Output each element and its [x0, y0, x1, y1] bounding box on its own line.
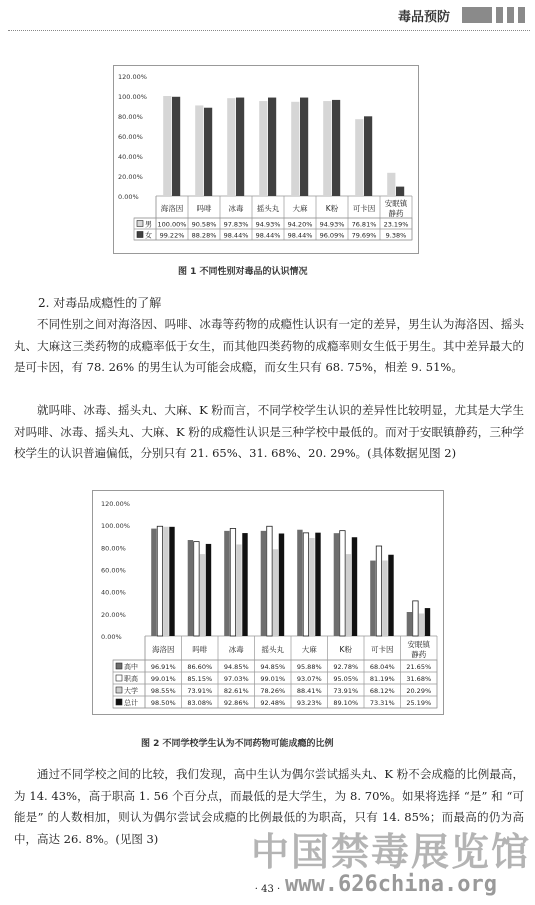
- section-heading: 2. 对毒品成瘾性的了解: [38, 296, 162, 310]
- bar: [315, 533, 320, 636]
- data-label: 88.41%: [296, 687, 322, 695]
- bar: [387, 173, 395, 196]
- category-label: 静药: [411, 650, 427, 659]
- data-label: 99.22%: [159, 231, 185, 240]
- bar: [297, 530, 302, 636]
- bar: [291, 102, 299, 196]
- bar: [396, 187, 404, 196]
- data-label: 92.86%: [223, 699, 249, 707]
- bar: [242, 533, 247, 636]
- bar: [236, 544, 241, 636]
- data-label: 86.60%: [187, 663, 213, 671]
- y-tick-label: 40.00%: [118, 153, 143, 161]
- data-label: 99.01%: [260, 675, 286, 683]
- legend-key: [137, 221, 143, 227]
- data-label: 99.01%: [150, 675, 176, 683]
- bar: [352, 537, 357, 636]
- data-label: 98.44%: [223, 231, 249, 240]
- bar: [230, 528, 235, 636]
- bar: [413, 601, 418, 636]
- legend-key: [116, 675, 122, 681]
- bar: [267, 526, 272, 636]
- watermark: [251, 821, 531, 897]
- watermark-line-2: www.626china.org: [285, 872, 497, 897]
- paragraph-1: [14, 314, 524, 379]
- bar: [188, 540, 193, 636]
- bar: [157, 526, 162, 636]
- data-label: 82.61%: [223, 687, 249, 695]
- bar: [425, 608, 430, 636]
- bar: [261, 531, 266, 636]
- bar: [388, 555, 393, 636]
- data-label: 98.44%: [255, 231, 281, 240]
- data-label: 73.91%: [333, 687, 359, 695]
- y-tick-label: 100.00%: [101, 522, 130, 531]
- data-label: 97.03%: [223, 675, 249, 683]
- data-label: 94.20%: [287, 220, 313, 229]
- bar: [364, 116, 372, 196]
- data-label: 79.69%: [351, 231, 377, 240]
- legend-label: 男: [145, 220, 152, 229]
- category-label: 大麻: [301, 645, 317, 654]
- y-tick-label: 80.00%: [118, 113, 143, 121]
- data-label: 93.07%: [296, 675, 322, 683]
- category-label: 冰毒: [228, 645, 244, 654]
- category-label: 可卡因: [371, 645, 394, 654]
- y-tick-label: 0.00%: [118, 193, 139, 201]
- bar: [303, 533, 308, 636]
- figure-2-chart: [92, 490, 444, 715]
- data-label: 81.19%: [369, 675, 395, 683]
- legend-key: [116, 663, 122, 669]
- category-label: 静药: [388, 209, 404, 218]
- y-tick-label: 60.00%: [101, 566, 126, 575]
- bar: [194, 542, 199, 636]
- data-label: 98.55%: [150, 687, 176, 695]
- category-label: 摇头丸: [256, 204, 280, 213]
- category-label: 大麻: [292, 204, 308, 213]
- legend-key: [137, 232, 143, 238]
- data-label: 21.65%: [406, 663, 432, 671]
- figure-2-caption: 图 2 不同学校学生认为不同药物可能成瘾的比例: [141, 739, 334, 749]
- category-label: 吗啡: [192, 645, 208, 654]
- bar: [204, 108, 212, 196]
- category-label: 冰毒: [228, 204, 244, 213]
- bar: [227, 98, 235, 196]
- category-label: 安眠镇: [407, 640, 430, 649]
- legend-key: [116, 699, 122, 705]
- bar: [370, 561, 375, 636]
- bar: [172, 97, 180, 196]
- bar: [268, 98, 276, 196]
- paragraph-2: [14, 400, 524, 465]
- legend-label: 女: [145, 231, 152, 240]
- data-label: 20.29%: [406, 687, 432, 695]
- data-label: 94.85%: [223, 663, 249, 671]
- data-label: 98.44%: [287, 231, 313, 240]
- paragraph-1-text: 不同性别之间对海洛因、吗啡、冰毒等药物的成瘾性认识有一定的差异，男生认为海洛因、摇头丸、大麻这三类药物的成瘾率低于女生，而其他四类药物的成瘾率则女生低于男生。其中差异最大的是可卡因，有 78. 26% 的男生认为可能会成瘾，而女生只有 68. 75%，相差 9. 51%。: [14, 317, 524, 374]
- data-label: 92.48%: [260, 699, 286, 707]
- category-label: K粉: [325, 204, 339, 213]
- data-label: 73.91%: [187, 687, 213, 695]
- data-label: 100.00%: [157, 220, 187, 229]
- category-label: 可卡因: [352, 204, 376, 213]
- category-label: 摇头丸: [261, 645, 284, 654]
- bar: [273, 549, 278, 636]
- data-label: 96.09%: [319, 231, 345, 240]
- bar: [340, 531, 345, 636]
- data-label: 96.91%: [150, 663, 176, 671]
- y-tick-label: 80.00%: [101, 544, 126, 553]
- category-label: 安眠镇: [384, 199, 408, 208]
- data-label: 93.23%: [296, 699, 322, 707]
- data-label: 83.08%: [187, 699, 213, 707]
- legend-label: 高中: [124, 663, 138, 671]
- data-label: 97.83%: [223, 220, 249, 229]
- y-tick-label: 20.00%: [101, 610, 126, 619]
- y-tick-label: 0.00%: [101, 633, 122, 641]
- legend-label: 职高: [124, 675, 138, 683]
- legend-label: 大学: [124, 687, 138, 695]
- bar: [376, 546, 381, 636]
- bar: [200, 554, 205, 636]
- paragraph-2-text: 就吗啡、冰毒、摇头丸、大麻、K 粉而言，不同学校学生认识的差异性比较明显，尤其是大学生对吗啡、冰毒、摇头丸、大麻、K 粉的成瘾性认识是三种学校中最低的。而对于安眠镇静药，三种学校学生的认识普遍偏低，分别只有 21. 65%、31. 68%、20. 29%。(具体数据见图 2): [14, 403, 524, 460]
- bar: [334, 533, 339, 636]
- header-rule: [8, 30, 530, 31]
- bar: [355, 119, 363, 196]
- figure-2-svg: [93, 491, 443, 714]
- y-tick-label: 120.00%: [101, 500, 130, 508]
- legend-key: [116, 687, 122, 693]
- data-label: 90.58%: [191, 220, 217, 229]
- data-label: 92.78%: [333, 663, 359, 671]
- bar: [163, 96, 171, 196]
- data-label: 85.15%: [187, 675, 213, 683]
- data-label: 25.19%: [406, 699, 432, 707]
- data-label: 78.26%: [260, 687, 286, 695]
- watermark-line-1: 中国禁毒展览馆: [250, 830, 531, 874]
- y-tick-label: 20.00%: [118, 173, 143, 181]
- bar: [206, 544, 211, 636]
- paragraph-3-text: 通过不同学校之间的比较，我们发现，高中生认为偶尔尝试摇头丸、K 粉不会成瘾的比例最高，为 14. 43%，高于职高 1. 56 个百分点，而最低的是大学生，为 8. 70%。如果将选择 “是” 和 “可能是” 的人数相加，则认为偶尔尝试会成瘾的比例最低的为职高，只有 14. 85%；而最高的仍为高中，高达 26. 8%。(见图 3): [14, 767, 524, 846]
- bar: [236, 98, 244, 196]
- bar: [309, 538, 314, 636]
- bar: [224, 531, 229, 636]
- data-label: 68.04%: [369, 663, 395, 671]
- data-label: 88.28%: [191, 231, 217, 240]
- y-tick-label: 120.00%: [118, 73, 147, 81]
- category-label: 海洛因: [160, 204, 184, 213]
- bar: [346, 554, 351, 636]
- data-label: 23.19%: [383, 220, 409, 229]
- bar: [419, 614, 424, 636]
- y-tick-label: 60.00%: [118, 133, 143, 141]
- data-label: 9.38%: [385, 231, 407, 240]
- figure-1-svg: [114, 66, 418, 253]
- y-tick-label: 40.00%: [101, 588, 126, 597]
- data-label: 76.81%: [351, 220, 377, 229]
- figure-1-chart: [113, 65, 419, 254]
- bar: [195, 105, 203, 196]
- data-label: 94.85%: [260, 663, 286, 671]
- data-label: 89.10%: [333, 699, 359, 707]
- bar: [300, 98, 308, 196]
- bar: [163, 527, 168, 636]
- data-label: 94.93%: [319, 220, 345, 229]
- data-label: 68.12%: [369, 687, 395, 695]
- data-label: 95.05%: [333, 675, 359, 683]
- bar: [151, 529, 156, 636]
- bar: [279, 534, 284, 636]
- data-label: 95.88%: [296, 663, 322, 671]
- legend-label: 总计: [124, 699, 138, 707]
- category-label: 海洛因: [152, 645, 175, 654]
- figure-1-caption: 图 1 不同性别对毒品的认识情况: [178, 267, 308, 277]
- page-number: · 43 ·: [254, 884, 281, 895]
- y-tick-label: 100.00%: [118, 93, 147, 101]
- data-label: 94.93%: [255, 220, 281, 229]
- header-title: 毒品预防: [398, 10, 451, 25]
- bar: [332, 100, 340, 196]
- data-label: 31.68%: [406, 675, 432, 683]
- bar: [407, 612, 412, 636]
- bar: [169, 527, 174, 636]
- bar: [259, 101, 267, 196]
- data-label: 98.50%: [150, 699, 176, 707]
- category-label: K粉: [339, 645, 352, 654]
- category-label: 吗啡: [196, 204, 212, 213]
- bar: [323, 101, 331, 196]
- data-label: 73.31%: [369, 699, 395, 707]
- bar: [382, 561, 387, 636]
